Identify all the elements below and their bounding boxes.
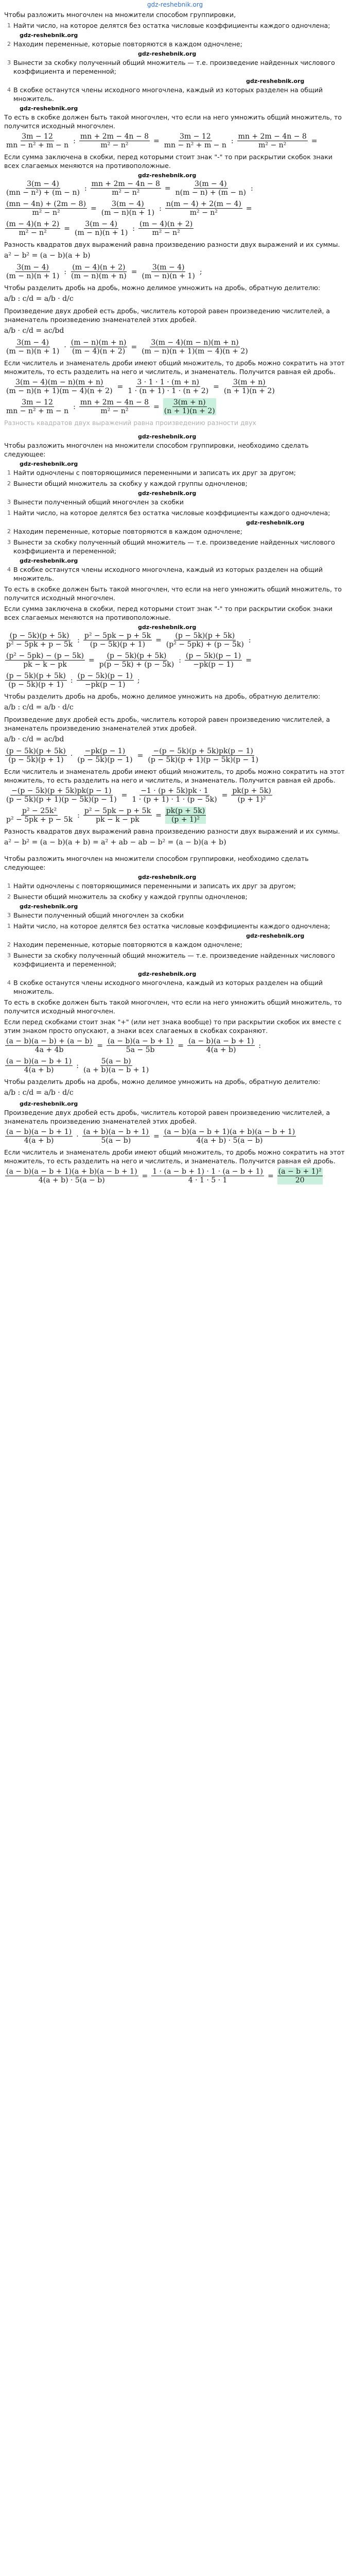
equation: $\frac{(p - 5k)(p + 5k)}{(p - 5k)(p + 1)}$ · $\frac{-pk(p - 1)}{(p - 5k)(p - 1)}$ = $\frac{-(p - 5k)(p + 5k)pk(p - 1)}{(p - 5k)(p + 1)(p - 5k)(p - 1)}$ — [6, 747, 259, 764]
watermark: gdz-reshebnik.org — [138, 971, 197, 977]
step-item: 2 Находим переменные, которые повторяются в каждом одночлене; — [7, 40, 242, 48]
equation: $\frac{\text{(p² − 5pk) − (p − 5k)}}{pk - k - pk}$ = $\frac{(p - 5k)(p + 5k)}{p(p - 5k) + (p - 5k)}$ : $\frac{(p - 5k)(p - 1)}{-pk(p - 1)}$ = — [6, 652, 252, 669]
intro-text: Чтобы разложить многочлен на множители способом группировки, — [4, 11, 236, 19]
step-item: 3 Вынести полученный общий многочлен за скобки — [7, 498, 184, 506]
watermark: gdz-reshebnik.org — [20, 1100, 78, 1107]
rule-text: Если сумма заключена в скобки, перед которыми стоит знак "-" то при раскрытии скобок знаки всех слагаемых меняются на противоположные. — [4, 605, 332, 621]
watermark: gdz-reshebnik.org — [246, 519, 305, 526]
answer-highlight: $\frac{\text{(a − b + 1)²}}{20}$ — [278, 1167, 322, 1184]
rule-text: Разность квадратов двух выражений равна произведению разности двух выражений и их суммы. — [4, 241, 340, 248]
step-item: 3 Вынести за скобку полученный общий множитель — т.е. произведение найденных числового коэффициента и переменной; — [7, 538, 335, 555]
formula: a² − b² = (a − b)(a + b) — [4, 251, 91, 260]
equation: $\frac{(p - 5k)(p + 5k)}{(p - 5k)(p + 1)}$ : $\frac{(p - 5k)(p - 1)}{-pk(p - 1)}$ ; — [6, 672, 140, 689]
equation: $\frac{3(m - 4)}{(m - n)(n + 1)}$ : $\frac{(m - 4)(n + 2)}{(m - n)(m + n)}$ = $\frac{3(m - 4)}{(m - n)(n + 1)}$ ; — [6, 263, 202, 280]
equation: $\frac{3m - 12}{\text{mn − n² + m − n}}$ : $\frac{mn + 2m - 4n - 8}{\text{m² − n²}}$ = $\frac{3m - 12}{\text{mn − n² + m − n}}$ : $\frac{mn + 2m - 4n - 8}{\text{m² − n²}}$ = — [6, 132, 318, 149]
step-item: 1 Найти число, на которое делятся без остатка числовые коэффициенты каждого одночлена; — [7, 509, 330, 517]
step-item: 1 Найти одночлены с повторяющимися переменными и записать их друг за другом; — [7, 469, 296, 477]
answer-equation: $\frac{\text{p² − 25k²}}{\text{p² − 5pk + p − 5k}}$ : $\frac{\text{p² − 5pk − p + 5k}}{pk - k - pk}$ = $\frac{pk(p + 5k)}{\text{(p + 1)²}}$ — [6, 807, 205, 824]
watermark: gdz-reshebnik.org — [20, 557, 78, 564]
rule-text: Если сумма заключена в скобки, перед которыми стоит знак "-" то при раскрытии скобок знаки всех слагаемых меняются на противоположные. — [4, 153, 332, 170]
step-item: 3 Вынести за скобку полученный общий множитель — т.е. произведение найденных числового коэффициента и переменной; — [7, 59, 335, 75]
equation: $\frac{3(m - 4)}{\text{(mn − n²) + (m − n)}}$ : $\frac{mn + 2m - 4n - 8}{\text{m² − n²}}$ = $\frac{3(m - 4)}{n(m - n) + (m - n)}$ : — [6, 180, 253, 197]
step-item: 2 Вынести общий множитель за скобку у каждой группы одночленов; — [7, 893, 248, 901]
formula: a² − b² = (a − b)(a + b) = a² + ab − ab − b² = (a − b)(a + b) — [4, 838, 226, 846]
formula: a/b : c/d = a/b · d/c — [4, 295, 74, 303]
intro-text: Чтобы разложить многочлен на множители способом группировки, необходимо сделать следующее: — [4, 442, 309, 458]
equation: $\frac{(a - b)(a - b + 1)(a + b)(a - b + 1)}{4(a + b) \cdot 5(a - b)}$ = $\frac{1 \cdot (a - b + 1) \cdot 1 \cdot (a - b + 1)}{4 \cdot 1 \cdot 5 \cdot 1}$ = $\frac{\text{(a − b + 1)²}}{20}$ — [6, 1167, 322, 1184]
rule-text: Произведение двух дробей есть дробь, числитель которой равен произведению числителей, а знаменатель произведению знаменателей этих дробей. — [4, 307, 330, 324]
watermark: gdz-reshebnik.org — [20, 32, 78, 39]
rule-text: Чтобы разделить дробь на дробь, можно делимое умножить на дробь, обратную делителю: — [4, 692, 321, 700]
solution-section-3 — [4, 854, 346, 1184]
formula: a/b : c/d = a/b · d/c — [4, 1089, 74, 1097]
equation: $\frac{(a - b)(a - b + 1)}{4(a + b)}$ : $\frac{5(a - b)}{(a + b)(a - b + 1)}$ — [6, 1057, 149, 1074]
explanation-text: То есть в скобке должен быть такой многочлен, что если на него умножить общий множитель, то получится исходный многочлен. — [4, 113, 342, 130]
watermark: gdz-reshebnik.org — [138, 490, 197, 497]
formula: a/b · c/d = ac/bd — [4, 327, 64, 335]
answer-highlight: $\frac{pk(p + 5k)}{\text{(p + 1)²}}$ — [166, 807, 205, 824]
step-item: 4 В скобке останутся члены исходного многочлена, каждый из которых разделен на общий множитель. — [7, 566, 323, 582]
equation: $\frac{3(m - 4)(m - n)(m + n)}{(m - n)(n + 1)(m - 4)(n + 2)}$ = $\frac{3 \cdot 1 \cdot 1 \cdot (m + n)}{1 \cdot (n + 1) \cdot 1 \cdot (n + 2)}$ = $\frac{3(m + n)}{(n + 1)(n + 2)}$ — [6, 378, 275, 395]
watermark: gdz-reshebnik.org — [138, 433, 197, 440]
rule-text: Если числитель и знаменатель дроби имеют общий множитель, то дробь можно сократить на этот множитель, то есть разделить на него и числитель, и знаменатель. Получится равная ей дробь. — [4, 768, 345, 784]
solution-section-1 — [4, 10, 346, 433]
answer-equation: $\frac{3m - 12}{\text{mn − n² + m − n}}$ : $\frac{mn + 2m - 4n - 8}{\text{m² − n²}}$ = $\frac{3(m + n)}{(n + 1)(n + 2)}$ — [6, 398, 215, 415]
equation: $\frac{3(m - 4)}{(m - n)(n + 1)}$ · $\frac{(m - n)(m + n)}{(m - 4)(n + 2)}$ = $\frac{3(m - 4)(m - n)(m + n)}{(m - n)(n + 1)(m - 4)(n + 2)}$ — [6, 338, 248, 355]
rule-text: Произведение двух дробей есть дробь, числитель которой равен произведению числителей, а знаменатель произведению знаменателей этих дробей. — [4, 1109, 330, 1125]
step-item: 3 Вынести полученный общий многочлен за скобки — [7, 911, 184, 919]
answer-highlight: $\frac{3(m + n)}{(n + 1)(n + 2)}$ — [164, 398, 215, 415]
formula: a/b · c/d = ac/bd — [4, 735, 64, 743]
rule-text: Чтобы разделить дробь на дробь, можно делимое умножить на дробь, обратную делителю: — [4, 284, 321, 292]
equation: $\frac{(mn - 4n) + (2m - 8)}{\text{m² − n²}}$ = $\frac{3(m - 4)}{(m - n)(n + 1)}$ : $\frac{n(m - 4) + 2(m - 4)}{\text{m² − n²}}$ = — [6, 200, 252, 217]
step-item: 4 В скобке останутся члены исходного многочлена, каждый из которых разделен на общий множитель. — [7, 86, 323, 103]
rule-text: Если числитель и знаменатель дроби имеют общий множитель, то дробь можно сократить на этот множитель, то есть разделить на него и числитель, и знаменатель. Получится равная ей дробь. — [4, 1148, 345, 1165]
rule-text: Если числитель и знаменатель дроби имеют общий множитель, то дробь можно сократить на этот множитель, то есть разделить на него и числитель, и знаменатель. Получится равная ей дробь. — [4, 359, 345, 376]
solution-content — [0, 9, 350, 1184]
equation: $\frac{(a - b)(a - b + 1)}{4(a + b)}$ · $\frac{(a + b)(a - b + 1)}{5(a - b)}$ = $\frac{(a - b)(a - b + 1)(a + b)(a - b + 1)}{4(a + b) \cdot 5(a - b)}$ — [6, 1128, 295, 1145]
solution-section-2 — [4, 433, 346, 854]
site-link[interactable]: gdz-reshebnik.org — [147, 1, 203, 8]
watermark: gdz-reshebnik.org — [138, 874, 197, 880]
equation: $\frac{-(p - 5k)(p + 5k)pk(p - 1)}{(p - 5k)(p + 1)(p - 5k)(p - 1)}$ = $\frac{-1 \cdot (p + 5k)pk \cdot 1}{1 \cdot (p + 1) \cdot 1 \cdot (p - 5k)}$ = $\frac{pk(p + 5k)}{\text{(p + 1)²}}$ — [6, 787, 271, 804]
watermark: gdz-reshebnik.org — [138, 624, 197, 631]
watermark: gdz-reshebnik.org — [20, 461, 78, 467]
step-item: 2 Находим переменные, которые повторяются в каждом одночлене; — [7, 528, 242, 535]
watermark: gdz-reshebnik.org — [138, 50, 197, 57]
watermark: gdz-reshebnik.org — [20, 105, 78, 112]
watermark: gdz-reshebnik.org — [246, 933, 305, 939]
rule-text: Если перед скобками стоит знак "+" (или нет знака вообще) то при раскрытии скобок их вместе с этим знаком просто опускают, а знаки всех слагаемых в скобках сохраняют. — [4, 1018, 342, 1035]
step-item: 1 Найти число, на которое делятся без остатка числовые коэффициенты каждого одночлена; — [7, 922, 330, 930]
rule-text: Чтобы разделить дробь на дробь, можно делимое умножить на дробь, обратную делителю: — [4, 1078, 321, 1086]
equation: $\frac{(p - 5k)(p + 5k)}{\text{p² − 5pk + p − 5k}}$ : $\frac{\text{p² − 5pk − p + 5k}}{(p - 5k)(p + 1)}$ = $\frac{(p - 5k)(p + 5k)}{\text{(p² − 5pk) + (p − 5k)}}$ : — [6, 632, 251, 649]
step-item: 1 Найти число, на которое делятся без остатка числовые коэффициенты каждого одночлена; — [7, 22, 330, 29]
step-item: 1 Найти одночлены с повторяющимися переменными и записать их друг за другом; — [7, 882, 296, 890]
watermark: gdz-reshebnik.org — [138, 172, 197, 179]
step-item: 2 Находим переменные, которые повторяются в каждом одночлене; — [7, 941, 242, 948]
explanation-text: То есть в скобке должен быть такой многочлен, что если на него умножить общий множитель, то получится исходный многочлен. — [4, 585, 342, 602]
step-item: 2 Вынести общий множитель за скобку у каждой группы одночленов; — [7, 480, 248, 487]
equation: $\frac{(a - b)(a - b) + (a - b)}{4a + 4b}$ = $\frac{(a - b)(a - b + 1)}{5a - 5b}$ = $\frac{(a - b)(a - b + 1)}{4(a + b)}$ : — [6, 1037, 261, 1054]
rule-text: Разность квадратов двух выражений равна произведению разности двух выражений и их суммы. — [4, 827, 340, 835]
faded-text: Разность квадратов двух выражений равна произведению разности двух — [4, 419, 256, 427]
explanation-text: То есть в скобке должен быть такой многочлен, что если на него умножить общий множитель, то получится исходный многочлен. — [4, 998, 342, 1015]
formula: a/b : c/d = a/b · d/c — [4, 703, 74, 711]
equation: $\frac{(m - 4)(n + 2)}{\text{m² − n²}}$ = $\frac{3(m - 4)}{(m - n)(n + 1)}$ : $\frac{(m - 4)(n + 2)}{\text{m² − n²}}$ — [6, 220, 193, 237]
step-item: 3 Вынести за скобку полученный общий множитель — т.е. произведение найденных числового коэффициента и переменной; — [7, 952, 335, 968]
step-item: 4 В скобке останутся члены исходного многочлена, каждый из которых разделен на общий множитель. — [7, 979, 323, 995]
intro-text: Чтобы разложить многочлен на множители способом группировки, необходимо сделать следующее: — [4, 855, 309, 871]
watermark: gdz-reshebnik.org — [246, 78, 305, 84]
rule-text: Произведение двух дробей есть дробь, числитель которой равен произведению числителей, а знаменатель произведению знаменателей этих дробей. — [4, 716, 330, 732]
site-header — [0, 0, 350, 9]
watermark: gdz-reshebnik.org — [20, 903, 78, 910]
